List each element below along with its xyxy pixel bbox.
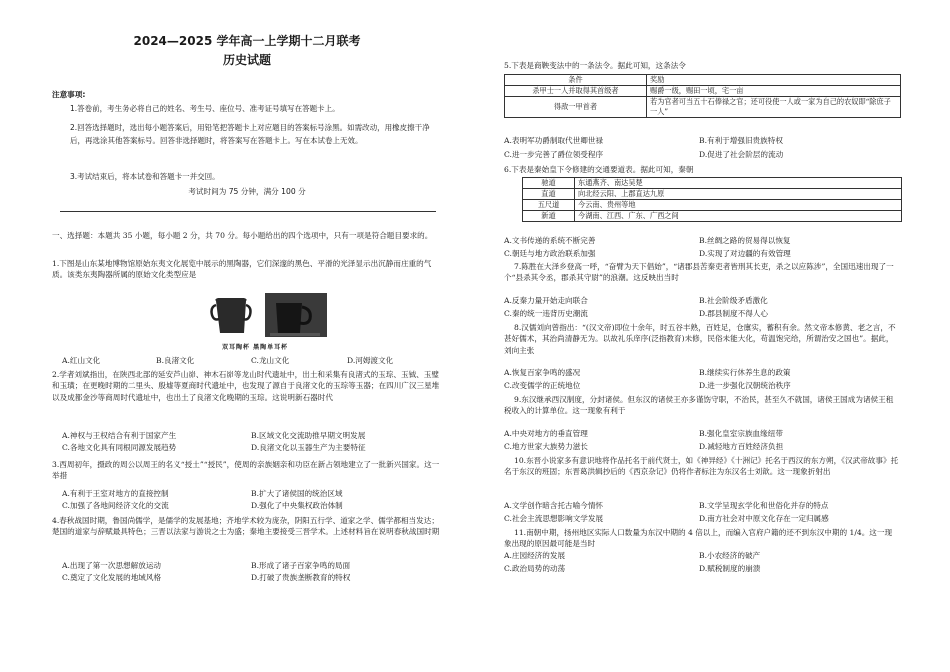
q6-table-cell: 今云南、贵州等地 xyxy=(575,200,902,211)
q8-option-d: D.进一步强化汉朝统治秩序 xyxy=(699,381,791,390)
q7-option-a: A.反秦力量开始走向联合 xyxy=(504,296,588,305)
q11-option-c: C.政治局势的动荡 xyxy=(504,564,566,573)
q9-stem: 9.东汉继承西汉制度，分封诸侯。但东汉的诸侯王亦多谨饬守职，不治民，甚至久不就国，诸侯王国成为诸侯王租税收入的计算单位。这一现象有利于 xyxy=(504,395,894,416)
exam-time: 考试时间为 75 分钟，满分 100 分 xyxy=(188,187,306,196)
q1-option-d: D.河姆渡文化 xyxy=(347,356,394,365)
q11-option-b: B.小农经济的破产 xyxy=(699,551,761,560)
q4-option-a: A.出现了第一次思想解放运动 xyxy=(62,561,162,570)
q6-option-c: C.朝廷与地方政治联系加强 xyxy=(504,249,596,258)
q2-option-d: D.良渚文化以玉器生产为主要特征 xyxy=(251,443,366,452)
q2-option-c: C.各地文化具有同根同源发展趋势 xyxy=(62,443,177,452)
q8-option-c: C.改变儒学的正统地位 xyxy=(504,381,581,390)
image-caption: 双耳陶杯 黑陶单耳杯 xyxy=(222,344,289,351)
q6-option-d: D.实现了对边疆的有效管理 xyxy=(699,249,791,258)
q9-option-b: B.强化皇室宗族血缘纽带 xyxy=(699,429,783,438)
q2-stem: 2.学者刘斌指出，在陕西北部的延安芦山峁、神木石峁等龙山时代遗址中，出土和采集有良渚式的玉琮、玉钺、玉璧和玉璜；在更晚时期的二里头、殷墟等夏商时代遗址中，也发现了源自于良渚文化的玉琮等玉器；在四川广汉三星堆以及成都金沙等商周时代遗址中，也出土了良渚文化晚期的玉琮。这说明新石器时代 xyxy=(52,370,440,402)
q6-table-cell: 直道 xyxy=(523,189,575,200)
q1-option-b: B.良渚文化 xyxy=(156,356,195,365)
q10-option-c: C.社会主流思想影响文学发展 xyxy=(504,514,604,523)
q3-stem: 3.西周初年，摄政的周公以周王的名义“授土”“授民”，使周的亲族姻亲和功臣在新占领地建立了一批新兴国家。这一举措 xyxy=(52,460,440,481)
section-heading: 一、选择题：本题共 35 小题，每小题 2 分，共 70 分。每小题给出的四个选项中，只有一项是符合题目要求的。 xyxy=(52,231,433,240)
q6-table-cell: 新道 xyxy=(523,211,575,222)
q5-option-b: B.有利于增强旧贵族特权 xyxy=(699,136,783,145)
q7-stem: 7.陈胜在大泽乡登高一呼，“奋臂为天下倡始”，“诸郡县苦秦吏者皆刑其长吏，杀之以应陈涉”，全国迅速出现了一个“县杀其令丞，郡杀其守尉”的浪潮。这反映出当时 xyxy=(504,262,894,283)
q4-option-d: D.打破了贵族垄断教育的特权 xyxy=(251,573,351,582)
q1-stem: 1.下图是山东某地博物馆原始东夷文化展览中展示的黑陶器，它们深邃的黑色、平滑的光泽显示出沉静而庄重的气质。该类东夷陶器所属的原始文化类型应是 xyxy=(52,259,432,280)
q10-option-a: A.文学创作暗含托古喻今情怀 xyxy=(504,501,604,510)
notice-heading: 注意事项: xyxy=(52,90,86,99)
q6-table xyxy=(522,177,902,222)
q11-stem: 11.南朝中期，扬州地区实际人口数量为东汉中期的 4 倍以上，而编入官府户籍的还不到东汉中期的 1/4。这一现象出现的原因最可能是当时 xyxy=(504,528,893,549)
notice-item-3: 3.考试结束后，将本试卷和答题卡一并交回。 xyxy=(70,172,220,181)
q5-table-header-condition: 条件 xyxy=(505,75,647,86)
q9-option-c: C.地方世家大族势力滋长 xyxy=(504,442,588,451)
q5-table-cell: 若为官者可当五十石俸禄之官；还可役使一人或一家为自己的农奴即“除庶子一人” xyxy=(647,97,901,118)
q5-table-cell: 得敌一甲首者 xyxy=(505,97,647,118)
q4-option-b: B.形成了诸子百家争鸣的局面 xyxy=(251,561,351,570)
q5-option-c: C.进一步完善了爵位领受程序 xyxy=(504,150,604,159)
divider xyxy=(60,211,436,212)
q3-option-d: D.强化了中央集权政治体制 xyxy=(251,501,343,510)
q5-option-a: A.表明军功爵制取代世卿世禄 xyxy=(504,136,604,145)
q6-table-cell: 驰道 xyxy=(523,178,575,189)
q5-table-header-reward: 奖励 xyxy=(647,75,901,86)
q3-option-c: C.加强了各地间经济文化的交流 xyxy=(62,501,169,510)
q4-option-c: C.奠定了文化发展的地域风格 xyxy=(62,573,162,582)
q6-option-a: A.文书传递的系统不断完善 xyxy=(504,236,596,245)
q3-option-b: B.扩大了诸侯国的统治区域 xyxy=(251,489,343,498)
black-pottery-image xyxy=(210,293,330,337)
q6-option-b: B.丝绸之路的贸易得以恢复 xyxy=(699,236,791,245)
q6-table-cell: 东通燕齐、南达吴楚 xyxy=(575,178,902,189)
q2-option-b: B.区域文化交流助推早期文明发展 xyxy=(251,431,366,440)
q7-option-c: C.秦的统一违背历史潮流 xyxy=(504,309,588,318)
exam-subject: 历史试题 xyxy=(222,53,271,67)
q5-option-d: D.促进了社会阶层的流动 xyxy=(699,150,784,159)
notice-item-2: 2.回答选择题时，选出每小题答案后，用铅笔把答题卡上对应题目的答案标号涂黑。如需改动，用橡皮擦干净后，再选涂其他答案标号。回答非选择题时，将答案写在答题卡上。写在本试卷上无效。 xyxy=(70,123,430,145)
q4-stem: 4.春秋战国时期，鲁国尚儒学，是儒学的发展基地；齐地学术较为庞杂，阴阳五行学、道家之学、儒学都相当发达；楚国的道家与辞赋最具特色；三晋以法家与游说之士为盛；秦地主要接受三晋学术。上述材料旨在说明春秋战国时期 xyxy=(52,516,440,537)
q6-table-cell: 五尺道 xyxy=(523,200,575,211)
q10-stem: 10.东晋小说家多有意识地将作品托名于前代贤士，如《神异经》《十洲记》托名于西汉的东方朔，《汉武帝故事》托名于东汉的班固；东晋葛洪辑抄后的《西京杂记》仍将作者标注为东汉名士刘歆。这一现象折射出 xyxy=(504,456,899,477)
q9-option-a: A.中央对地方的垂直管理 xyxy=(504,429,588,438)
q8-stem: 8.汉儒刘向曾指出：“(汉文帝)即位十余年，时五谷丰熟，百姓足，仓廪实，蓄积有余。然文帝本修黄、老之言，不甚好儒术，其治尚清静无为。以故礼乐庠序(泛指教育)未修，民俗未能大化，苟温饱完给，所谓治安之国也”。据此，刘向主张 xyxy=(504,323,896,355)
q6-stem: 6.下表是秦始皇下令修建的交通要道表。据此可知，秦朝 xyxy=(504,165,694,174)
q11-option-d: D.赋税制度的崩溃 xyxy=(699,564,761,573)
q6-table-cell: 今湖南、江西、广东、广西之间 xyxy=(575,211,902,222)
q8-option-a: A.恢复百家争鸣的盛况 xyxy=(504,368,581,377)
q6-table-cell: 向北经云阳、上郡直达九原 xyxy=(575,189,902,200)
q1-option-c: C.龙山文化 xyxy=(251,356,290,365)
exam-title: 2024—2025 学年高一上学期十二月联考 xyxy=(133,34,361,48)
q10-option-d: D.南方社会对中原文化存在一定归属感 xyxy=(699,514,829,523)
q5-table xyxy=(504,74,901,118)
q1-option-a: A.红山文化 xyxy=(62,356,101,365)
q2-option-a: A.神权与王权结合有利于国家产生 xyxy=(62,431,177,440)
q3-option-a: A.有利于王室对地方的直接控制 xyxy=(62,489,169,498)
notice-item-1: 1.答卷前，考生务必将自己的姓名、考生号、座位号、准考证号填写在答题卡上。 xyxy=(70,104,340,113)
q7-option-b: B.社会阶级矛盾激化 xyxy=(699,296,768,305)
q8-option-b: B.继续实行休养生息的政策 xyxy=(699,368,791,377)
q11-option-a: A.庄园经济的发展 xyxy=(504,551,566,560)
q10-option-b: B.文学呈现玄学化和世俗化并存的特点 xyxy=(699,501,829,510)
q5-table-cell: 赐爵一级，赐田一顷，宅一亩 xyxy=(647,86,901,97)
q5-stem: 5.下表是商鞅变法中的一条法令。据此可知，这条法令 xyxy=(504,61,686,70)
q7-option-d: D.郡县制度不得人心 xyxy=(699,309,768,318)
q5-table-cell: 杀甲士一人并取得其首级者 xyxy=(505,86,647,97)
q9-option-d: D.减轻地方百姓经济负担 xyxy=(699,442,784,451)
